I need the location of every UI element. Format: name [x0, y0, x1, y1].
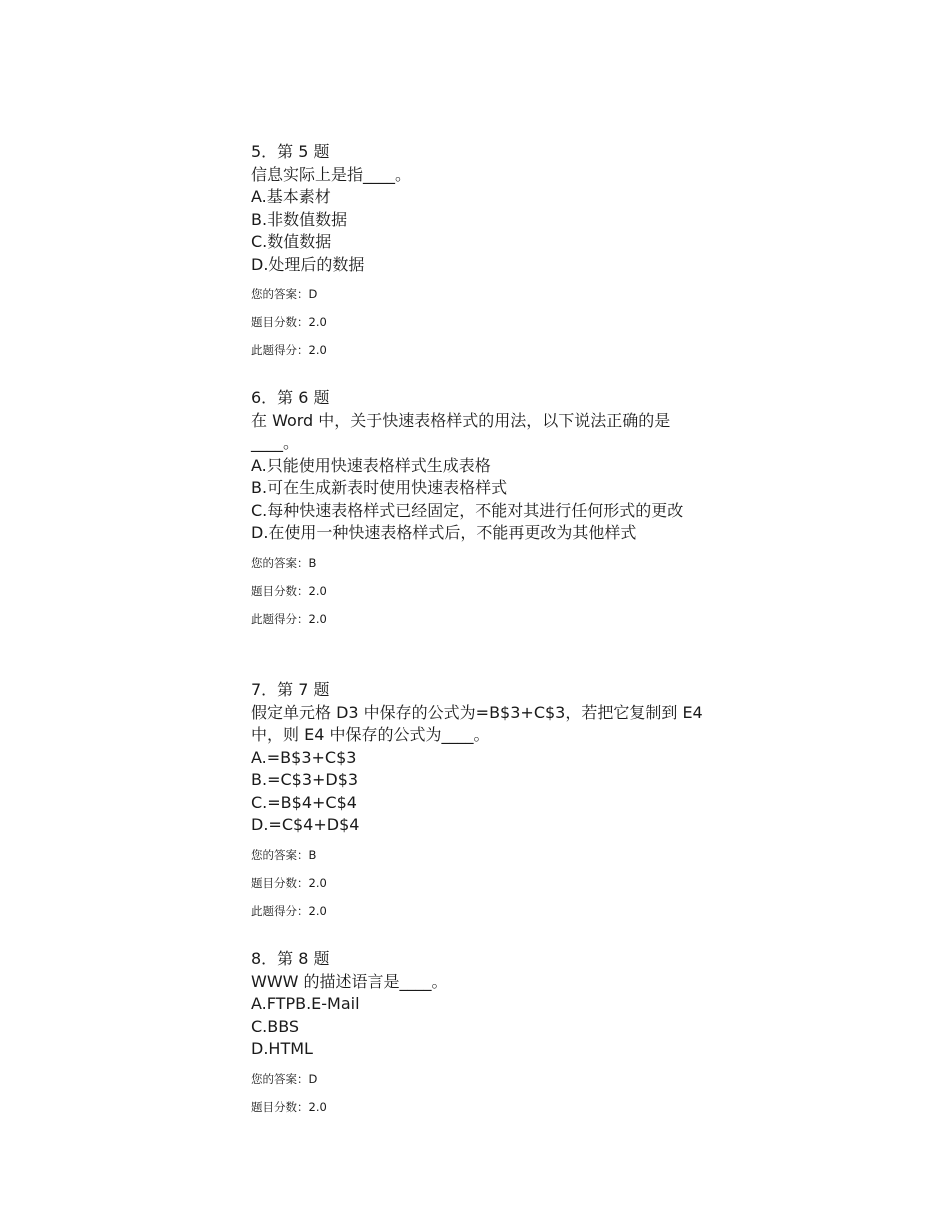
question-score: 题目分数：2.0 [251, 315, 327, 329]
question-block-5 [251, 141, 711, 364]
question-score: 题目分数：2.0 [251, 875, 327, 890]
option-ab: A.FTPB.E-Mail [251, 994, 360, 1013]
option-d: D.在使用一种快速表格样式后，不能再更改为其他样式 [251, 523, 637, 542]
question-block-8 [251, 948, 711, 1121]
your-answer: 您的答案：D [251, 1071, 318, 1086]
option-b: B.非数值数据 [251, 209, 348, 229]
question-title: 7．第 7 题 [251, 680, 330, 699]
earned-score: 此题得分：2.0 [251, 343, 327, 357]
option-b: B.=C$3+D$3 [251, 770, 359, 789]
earned-score: 此题得分：2.0 [251, 611, 327, 626]
option-d: D.处理后的数据 [251, 254, 365, 274]
option-a: A.=B$3+C$3 [251, 747, 357, 767]
question-stem: 在 Word 中，关于快速表格样式的用法，以下说法正确的是____。 [251, 410, 671, 452]
earned-score: 此题得分：2.0 [251, 903, 327, 918]
question-stem: 信息实际上是指____。 [251, 164, 412, 184]
question-score: 题目分数：2.0 [251, 583, 327, 598]
your-answer: 您的答案：D [251, 287, 318, 301]
option-d: D.=C$4+D$4 [251, 815, 360, 834]
question-score: 题目分数：2.0 [251, 1099, 327, 1114]
option-a: A.只能使用快速表格样式生成表格 [251, 455, 491, 475]
question-stem: WWW 的描述语言是____。 [251, 971, 448, 991]
option-c: C.=B$4+C$4 [251, 792, 357, 812]
option-d: D.HTML [251, 1039, 313, 1058]
question-title: 6．第 6 题 [251, 388, 330, 407]
question-block-6 [251, 387, 711, 633]
question-block-7 [251, 679, 711, 925]
option-c: C.数值数据 [251, 232, 332, 251]
question-title: 5．第 5 题 [251, 142, 330, 161]
option-a: A.基本素材 [251, 187, 331, 206]
option-c: C.BBS [251, 1016, 300, 1036]
your-answer: 您的答案：B [251, 847, 317, 862]
question-stem: 假定单元格 D3 中保存的公式为=B$3+C$3，若把它复制到 E4 中，则 E4 中保存的公式为____。 [251, 702, 703, 744]
option-c: C.每种快速表格样式已经固定，不能对其进行任何形式的更改 [251, 500, 684, 520]
your-answer: 您的答案：B [251, 555, 317, 570]
option-b: B.可在生成新表时使用快速表格样式 [251, 478, 508, 497]
question-title: 8．第 8 题 [251, 949, 330, 968]
